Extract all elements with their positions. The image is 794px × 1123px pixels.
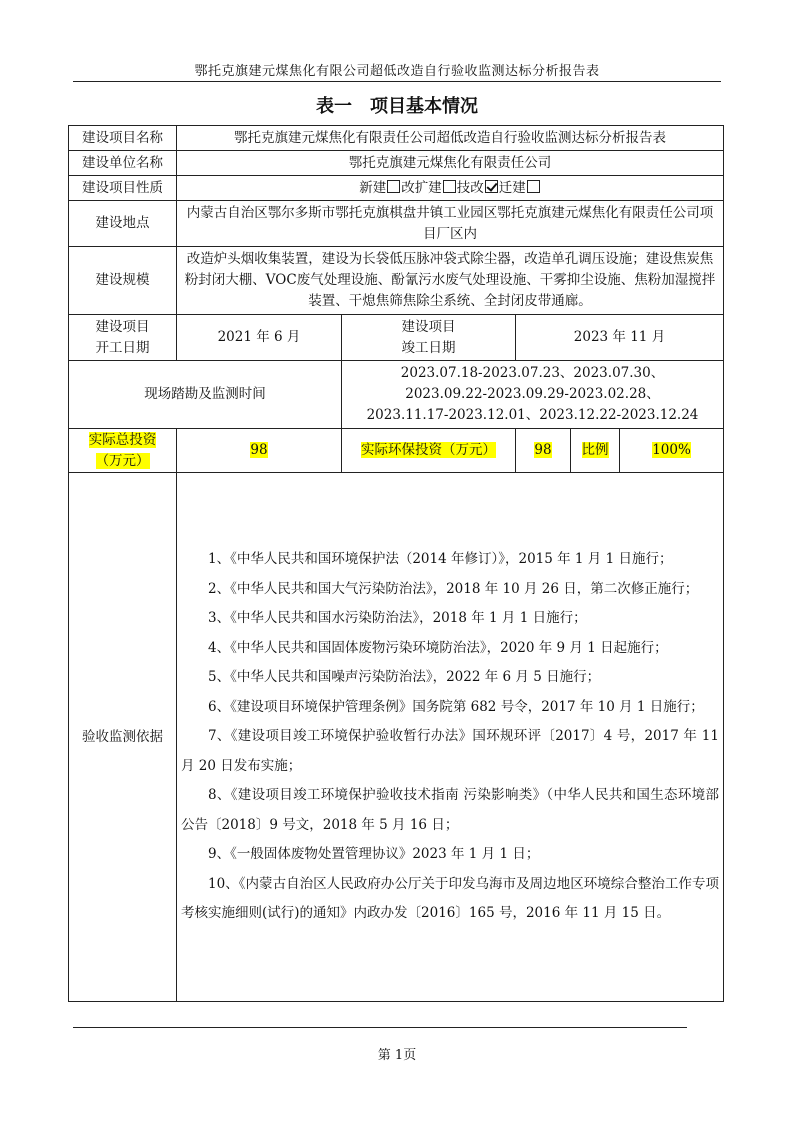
basis-item: 8、《建设项目竣工环境保护验收技术指南 污染影响类》（中华人民共和国生态环境部 公告〔2018〕9 号文，2018 年 5 月 16 日； bbox=[181, 787, 719, 833]
project-nature-label: 建设项目性质 bbox=[69, 176, 177, 201]
scale-value: 改造炉头烟收集装置，建设为长袋低压脉冲袋式除尘器，改造单孔调压设施；建设焦炭焦粉封闭大棚、VOC废气处理设施、酚氰污水废气处理设施、干雾抑尘设施、焦粉加湿搅拌装置、干熄焦筛焦除尘系统、全封闭皮带通廊。 bbox=[177, 247, 724, 315]
monitoring-time-label: 现场踏勘及监测时间 bbox=[69, 361, 342, 429]
checkbox-new bbox=[387, 180, 400, 193]
env-investment-value: 98 bbox=[516, 429, 571, 473]
start-date-label: 建设项目 开工日期 bbox=[69, 315, 177, 361]
project-name-value: 鄂托克旗建元煤焦化有限责任公司超低改造自行验收监测达标分析报告表 bbox=[177, 126, 724, 151]
table-number: 表一 bbox=[316, 96, 352, 117]
ratio-label: 比例 bbox=[571, 429, 620, 473]
scale-label: 建设规模 bbox=[69, 247, 177, 315]
unit-name-value: 鄂托克旗建元煤焦化有限责任公司 bbox=[177, 151, 724, 176]
table-title-text: 项目基本情况 bbox=[370, 96, 478, 117]
basis-item: 10、《内蒙古自治区人民政府办公厅关于印发乌海市及周边地区环境综合整治工作专项考核实施细则(试行)的通知》内政办发〔2016〕165 号，2016 年 11 月 15 日。 bbox=[181, 875, 719, 922]
basis-item: 4、《中华人民共和国固体废物污染环境防治法》，2020 年 9 月 1 日起施行； bbox=[208, 639, 668, 656]
total-investment-value: 98 bbox=[177, 429, 342, 473]
checkbox-tech-checked bbox=[485, 180, 498, 193]
nature-option-tech: 技改 bbox=[456, 179, 484, 196]
footer-rule bbox=[73, 1027, 687, 1028]
row-project-nature bbox=[69, 176, 724, 201]
basis-label: 验收监测依据 bbox=[69, 473, 177, 1002]
basis-item: 5、《中华人民共和国噪声污染防治法》，2022 年 6 月 5 日施行； bbox=[208, 669, 601, 686]
checkbox-relocate bbox=[527, 180, 540, 193]
row-scale bbox=[69, 247, 724, 315]
nature-option-new: 新建 bbox=[359, 179, 387, 196]
project-name-label: 建设项目名称 bbox=[69, 126, 177, 151]
nature-option-relocate: 迁建 bbox=[498, 179, 526, 196]
basis-item: 9、《一般固体废物处置管理协议》2023 年 1 月 1 日； bbox=[208, 846, 540, 863]
nature-option-expand: 改扩建 bbox=[401, 179, 442, 196]
row-monitoring-time bbox=[69, 361, 724, 429]
row-project-name bbox=[69, 126, 724, 151]
end-date-value: 2023 年 11 月 bbox=[516, 315, 724, 361]
location-value: 内蒙古自治区鄂尔多斯市鄂托克旗棋盘井镇工业园区鄂托克旗建元煤焦化有限责任公司项目厂区内 bbox=[177, 201, 724, 247]
basis-item: 1、《中华人民共和国环境保护法（2014 年修订）》，2015 年 1 月 1 日施行； bbox=[208, 551, 673, 568]
page-number: 第 1页 bbox=[377, 1048, 417, 1063]
basis-item: 6、《建设项目环境保护管理条例》国务院第 682 号令，2017 年 10 月 1 日施行； bbox=[208, 698, 704, 715]
monitoring-time-value: 2023.07.18-2023.07.23、2023.07.30、 2023.09.22-2023.09.29-2023.02.28、 2023.11.17-2023.12.01、2023.12.22-2023.12.24 bbox=[342, 361, 724, 429]
row-basis bbox=[69, 473, 724, 1002]
project-info-table bbox=[68, 125, 724, 1002]
basis-item: 2、《中华人民共和国大气污染防治法》，2018 年 10 月 26 日，第二次修正施行； bbox=[208, 580, 699, 597]
end-date-label: 建设项目 竣工日期 bbox=[342, 315, 516, 361]
unit-name-label: 建设单位名称 bbox=[69, 151, 177, 176]
row-dates bbox=[69, 315, 724, 361]
row-investment bbox=[69, 429, 724, 473]
start-date-value: 2021 年 6 月 bbox=[177, 315, 342, 361]
header-rule bbox=[73, 81, 721, 82]
basis-list bbox=[177, 473, 724, 1002]
row-location bbox=[69, 201, 724, 247]
basis-item: 7、《建设项目竣工环境保护验收暂行办法》国环规环评〔2017〕4 号，2017 年 11 月 20 日发布实施； bbox=[181, 728, 719, 774]
env-investment-label: 实际环保投资（万元） bbox=[342, 429, 516, 473]
basis-item: 3、《中华人民共和国水污染防治法》，2018 年 1 月 1 日施行； bbox=[208, 610, 587, 627]
row-unit-name bbox=[69, 151, 724, 176]
location-label: 建设地点 bbox=[69, 201, 177, 247]
project-nature-options bbox=[177, 176, 724, 201]
table-title bbox=[0, 92, 794, 118]
document-header-title: 鄂托克旗建元煤焦化有限公司超低改造自行验收监测达标分析报告表 bbox=[194, 64, 600, 79]
total-investment-label: 实际总投资 （万元） bbox=[69, 429, 177, 473]
ratio-value: 100% bbox=[620, 429, 724, 473]
checkbox-expand bbox=[443, 180, 456, 193]
